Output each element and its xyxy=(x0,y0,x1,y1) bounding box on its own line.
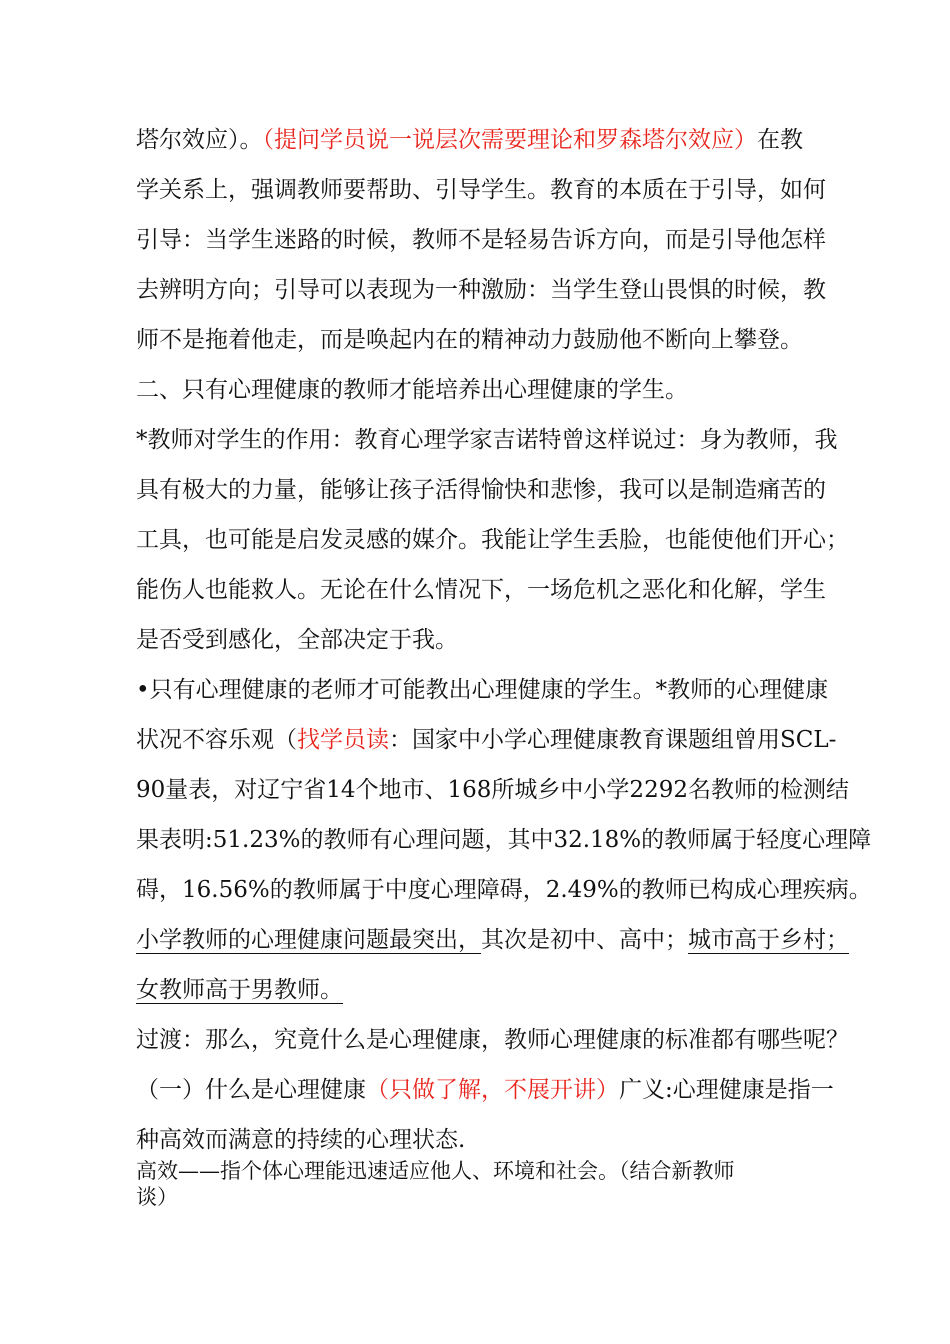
paragraph1-line1 xyxy=(136,125,836,155)
paragraph2-line1: *教师对学生的作用：教育心理学家吉诺特曾这样说过：身为教师，我 xyxy=(136,427,838,453)
red-annotation: （提问学员说一说层次需要理论和罗森塔尔效应） xyxy=(262,127,757,153)
text-segment: 广义:心理健康是指一 xyxy=(619,1077,834,1103)
paragraph2-line5: 是否受到感化，全部决定于我。 xyxy=(136,627,458,653)
paragraph1-line2: 学关系上，强调教师要帮助、引导学生。教育的本质在于引导，如何 xyxy=(136,177,826,203)
paragraph2-line4: 能伤人也能救人。无论在什么情况下，一场危机之恶化和化解，学生 xyxy=(136,577,826,603)
section-heading: 二、只有心理健康的教师才能培养出心理健康的学生。 xyxy=(136,377,688,403)
text-segment: 其次是初中、高中； xyxy=(481,927,688,953)
text-segment: 状况不容乐观（ xyxy=(136,727,297,753)
paragraph3-line5: 碍，16.56%的教师属于中度心理障碍，2.49%的教师已构成心理疾病。 xyxy=(136,877,872,903)
text-segment: （一）什么是心理健康 xyxy=(136,1077,366,1103)
paragraph3-line3: 90量表，对辽宁省14个地市、168所城乡中小学2292名教师的检测结 xyxy=(136,777,849,803)
paragraph3-line1: •只有心理健康的老师才可能教出心理健康的学生。*教师的心理健康 xyxy=(136,677,829,703)
underlined-text: 小学教师的心理健康问题最突出， xyxy=(136,927,481,953)
red-annotation: 找学员读 xyxy=(297,727,389,753)
underlined-text: 女教师高于男教师。 xyxy=(136,977,343,1003)
paragraph1-line4: 去辨明方向；引导可以表现为一种激励：当学生登山畏惧的时候，教 xyxy=(136,277,826,303)
red-annotation: （只做了解，不展开讲） xyxy=(366,1077,619,1103)
text-segment: 塔尔效应）。 xyxy=(136,127,263,153)
paragraph3-line2 xyxy=(136,725,836,755)
transition-line: 过渡：那么，究竟什么是心理健康，教师心理健康的标准都有哪些呢？ xyxy=(136,1027,849,1053)
paragraph2-line2: 具有极大的力量，能够让孩子活得愉快和悲惨，我可以是制造痛苦的 xyxy=(136,477,826,503)
paragraph1-line5: 师不是拖着他走，而是唤起内在的精神动力鼓励他不断向上攀登。 xyxy=(136,327,803,353)
efficient-line1: 高效——指个体心理能迅速适应他人、环境和社会。（结合新教师 xyxy=(136,1159,735,1183)
paragraph3-line4: 果表明:51.23%的教师有心理问题，其中32.18%的教师属于轻度心理障 xyxy=(136,827,872,853)
text-segment: 在教 xyxy=(757,127,803,153)
paragraph3-line7 xyxy=(136,975,836,1005)
paragraph2-line3: 工具，也可能是启发灵感的媒介。我能让学生丢脸，也能使他们开心； xyxy=(136,527,849,553)
underlined-text: 城市高于乡村； xyxy=(688,927,849,953)
efficient-line2: 谈） xyxy=(136,1185,178,1209)
section1-line1 xyxy=(136,1075,836,1105)
paragraph1-line3: 引导：当学生迷路的时候，教师不是轻易告诉方向，而是引导他怎样 xyxy=(136,227,826,253)
paragraph3-line6 xyxy=(136,925,849,955)
section1-line2: 种高效而满意的持续的心理状态. xyxy=(136,1127,466,1153)
text-segment: ：国家中小学心理健康教育课题组曾用SCL- xyxy=(389,727,837,753)
